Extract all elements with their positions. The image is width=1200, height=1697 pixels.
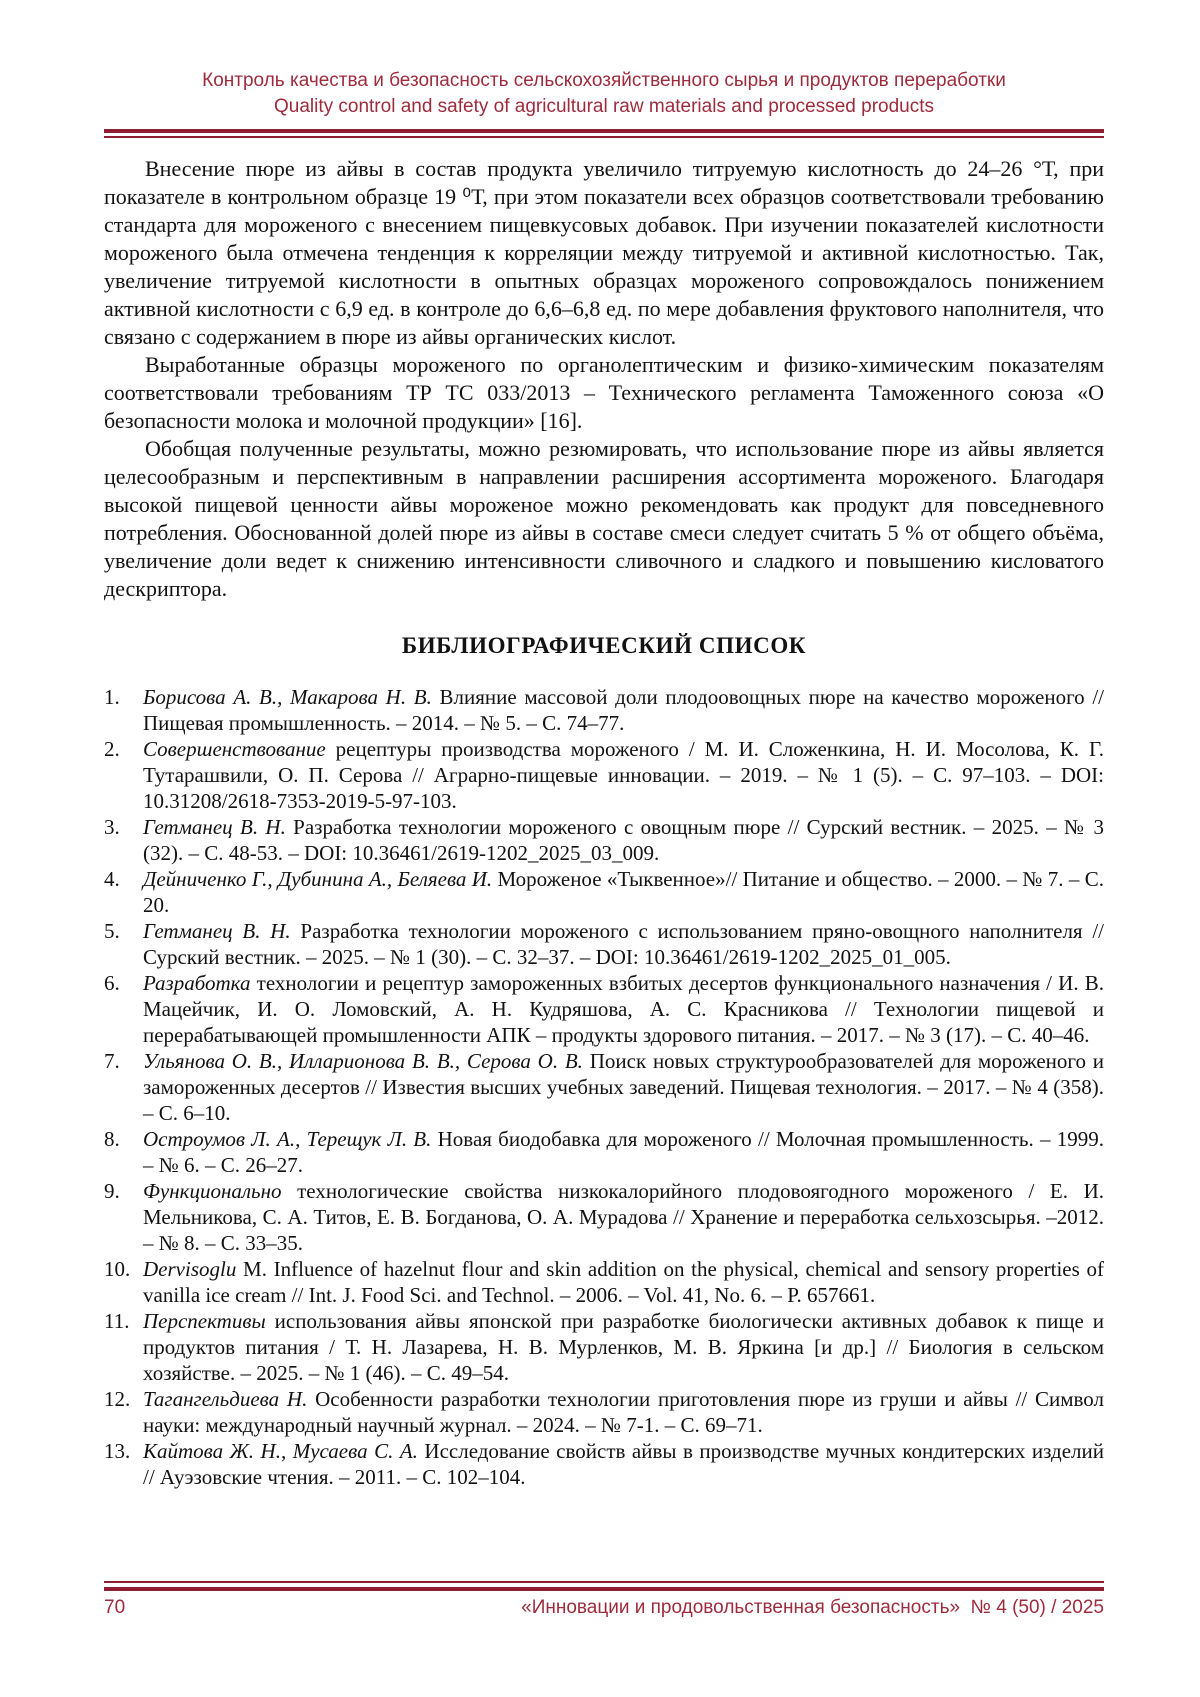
paragraph-3: Обобщая полученные результаты, можно резюмировать, что использование пюре из айвы является целесообразным и перспективным в направлении расширения ассортимента мороженого. Благодаря высокой пищевой ценности айвы мороженое можно рекомендовать как продукт для повседневного потребления. Обоснованной долей пюре из айвы в составе смеси следует считать 5 % от общего объёма, увеличение доли ведет к снижению интенсивности сливочного и сладкого и повышению кисловатого дескриптора.: [104, 436, 1104, 601]
reference-item: [104, 1126, 1104, 1178]
ref-text: M. Influence of hazelnut flour and skin addition on the physical, chemical and sensory properties of vanilla ice cream // Int. J. Food Sci. and Technol. – 2006. – Vol. 41, No. 6. – P. 657661.: [143, 1257, 1104, 1307]
ref-text: Разработка технологии мороженого с использованием пряно-овощного наполнителя // Сурский вестник. – 2025. – № 1 (30). – С. 32–37. – DOI: 10.36461/2619-1202_2025_01_005.: [143, 919, 1104, 969]
page-footer: [104, 1597, 1104, 1619]
journal-title: «Инновации и продовольственная безопасность» № 4 (50) / 2025: [521, 1597, 1104, 1618]
running-head-en: Quality control and safety of agricultural raw materials and processed products: [273, 96, 935, 117]
ref-authors: Гетманец В. Н.: [143, 815, 286, 839]
reference-item: [104, 970, 1104, 1048]
ref-authors: Разработка: [143, 971, 251, 995]
reference-item: [104, 684, 1104, 736]
ref-text: Влияние массовой доли плодоовощных пюре на качество мороженого // Пищевая промышленность. – 2014. – № 5. – С. 74–77.: [143, 685, 1104, 735]
reference-item: [104, 1308, 1104, 1386]
reference-item: [104, 1178, 1104, 1256]
ref-number: 12.: [104, 1387, 131, 1411]
reference-item: [104, 736, 1104, 814]
ref-text: Мороженое «Тыквенное»// Питание и общество. – 2000. – № 7. – С. 20.: [143, 867, 1104, 917]
ref-authors: Кайтова Ж. Н., Мусаева С. А.: [143, 1439, 418, 1463]
ref-text: рецептуры производства мороженого / М. И. Сложенкина, Н. И. Мосолова, К. Г. Тутарашвили, О. П. Серова // Аграрно-пищевые инновации. – 2019. – № 1 (5). – С. 97–103. – DOI: 10.31208/2618-7353-2019-5-97-103.: [143, 737, 1104, 813]
ref-number: 10.: [104, 1257, 131, 1281]
ref-authors: Совершенствование: [143, 737, 326, 761]
ref-authors: Ульянова О. В., Илларионова В. В., Серова О. В.: [143, 1049, 583, 1073]
reference-item: [104, 1386, 1104, 1438]
ref-number: 11.: [104, 1309, 130, 1333]
ref-number: 3.: [104, 815, 120, 839]
ref-number: 13.: [104, 1439, 131, 1463]
paragraph-2: Выработанные образцы мороженого по органолептическим и физико-химическим показателям соответствовали требованиям ТР ТС 033/2013 – Технического регламента Таможенного союза «О безопасности молока и молочной продукции» [16].: [104, 352, 1104, 433]
ref-authors: Остроумов Л. А., Терещук Л. В.: [143, 1127, 432, 1151]
reference-list: [104, 684, 1104, 1490]
ref-number: 6.: [104, 971, 120, 995]
running-head: [104, 68, 1104, 120]
ref-number: 4.: [104, 867, 120, 891]
paragraph-1: Внесение пюре из айвы в состав продукта увеличило титруемую кислотность до 24–26 °Т, при показателе в контрольном образце 19 ⁰Т, при этом показатели всех образцов соответствовали требованию стандарта для мороженого с внесением пищевкусовых добавок. При изучении показателей кислотности мороженого была отмечена тенденция к корреляции между титруемой и активной кислотностью. Так, увеличение титруемой кислотности в опытных образцах мороженого сопровождалось понижением активной кислотности с 6,9 ед. в контроле до 6,6–6,8 ед. по мере добавления фруктового наполнителя, что связано с содержанием в пюре из айвы органических кислот.: [104, 156, 1104, 349]
header-rule: [104, 129, 1104, 138]
ref-text: технологии и рецептур замороженных взбитых десертов функционального назначения / И. В. Мацейчик, И. О. Ломовский, А. Н. Кудряшова, А. С. Красникова // Технологии пищевой и перерабатывающей промышленности АПК – продукты здорового питания. – 2017. – № 3 (17). – С. 40–46.: [143, 971, 1104, 1047]
reference-item: [104, 918, 1104, 970]
ref-text: Новая биодобавка для мороженого // Молочная промышленность. – 1999. – № 6. – С. 26–27.: [143, 1127, 1104, 1177]
ref-text: Разработка технологии мороженого с овощным пюре // Сурский вестник. – 2025. – № 3 (32). – С. 48-53. – DOI: 10.36461/2619-1202_2025_03_009.: [143, 815, 1104, 865]
ref-text: Особенности разработки технологии приготовления пюре из груши и айвы // Символ науки: международный научный журнал. – 2024. – № 7-1. – С. 69–71.: [143, 1387, 1104, 1437]
ref-authors: Перспективы: [143, 1309, 266, 1333]
reference-item: [104, 1438, 1104, 1490]
ref-text: использования айвы японской при разработке биологически активных добавок к пище и продуктов питания / Т. Н. Лазарева, Н. В. Мурленков, М. В. Яркина [и др.] // Биология в сельском хозяйстве. – 2025. – № 1 (46). – С. 49–54.: [143, 1309, 1105, 1385]
reference-item: [104, 866, 1104, 918]
article-body: [104, 155, 1104, 1490]
bibliography-title: БИБЛИОГРАФИЧЕСКИЙ СПИСОК: [401, 633, 807, 658]
ref-authors: Dervisoglu: [143, 1257, 237, 1281]
ref-authors: Гетманец В. Н.: [143, 919, 291, 943]
ref-text: Поиск новых структурообразователей для мороженого и замороженных десертов // Известия высших учебных заведений. Пищевая технология. – 2017. – № 4 (358). – С. 6–10.: [143, 1049, 1104, 1125]
ref-number: 8.: [104, 1127, 120, 1151]
ref-authors: Дейниченко Г., Дубинина А., Беляева И.: [143, 867, 493, 891]
reference-item: [104, 1256, 1104, 1308]
page-number: 70: [104, 1597, 126, 1618]
ref-number: 2.: [104, 737, 120, 761]
ref-number: 5.: [104, 919, 120, 943]
ref-text: технологические свойства низкокалорийного плодовоягодного мороженого / Е. И. Мельникова, С. А. Титов, Е. В. Богданова, О. А. Мурадова // Хранение и переработка сельхозсырья. –2012. – № 8. – С. 33–35.: [143, 1179, 1104, 1255]
ref-number: 7.: [104, 1049, 120, 1073]
reference-item: [104, 1048, 1104, 1126]
footer-rule: [104, 1581, 1104, 1591]
ref-text: Исследование свойств айвы в производстве мучных кондитерских изделий // Ауэзовские чтения. – 2011. – С. 102–104.: [143, 1439, 1104, 1489]
ref-number: 9.: [104, 1179, 120, 1203]
ref-authors: Борисова А. В., Макарова Н. В.: [143, 685, 432, 709]
reference-item: [104, 814, 1104, 866]
running-head-ru: Контроль качества и безопасность сельскохозяйственного сырья и продуктов переработки: [202, 70, 1006, 91]
ref-authors: Тагангельдиева Н.: [143, 1387, 308, 1411]
ref-number: 1.: [104, 685, 120, 709]
ref-authors: Функционально: [143, 1179, 282, 1203]
